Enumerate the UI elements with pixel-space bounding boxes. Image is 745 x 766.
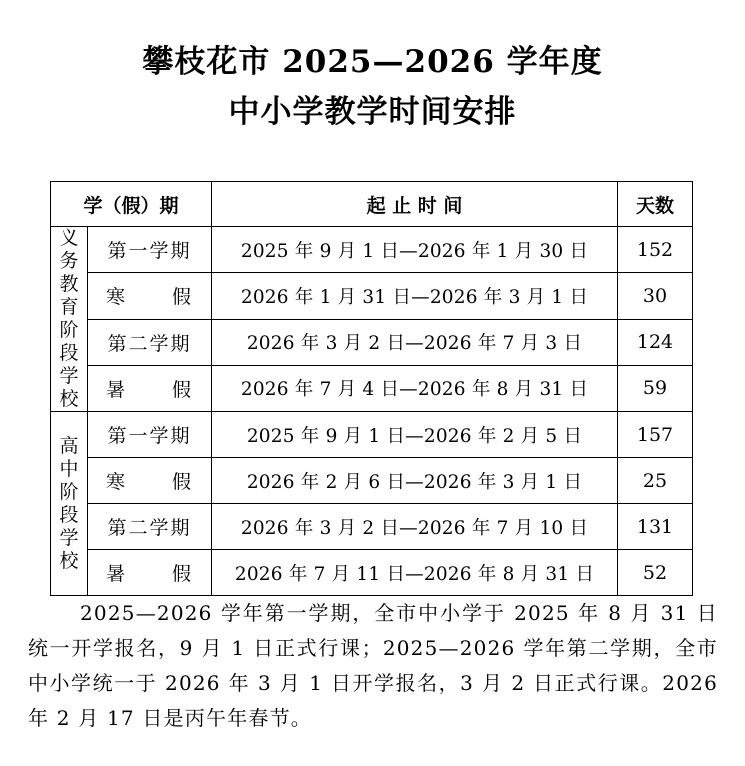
date-range-cell: 2026 年 7 月 4 日—2026 年 8 月 31 日 [212, 365, 618, 411]
days-cell: 52 [618, 550, 693, 596]
days-cell: 152 [618, 227, 693, 273]
table-row [51, 504, 693, 550]
date-range-cell: 2026 年 1 月 31 日—2026 年 3 月 1 日 [212, 273, 618, 319]
document-title-line1: 攀枝花市 2025—2026 学年度 [142, 44, 603, 80]
table-row [51, 458, 693, 504]
term-cell: 寒假 [88, 458, 212, 504]
date-range-cell: 2026 年 7 月 11 日—2026 年 8 月 31 日 [212, 550, 618, 596]
table-row [51, 412, 693, 458]
document-title-line2: 中小学教学时间安排 [228, 94, 517, 130]
stage-high-school: 高 中 阶 段 学 校 [51, 412, 88, 596]
header-days: 天数 [618, 182, 693, 227]
table-row [51, 227, 693, 273]
header-dates: 起 止 时 间 [212, 182, 618, 227]
date-range-cell: 2025 年 9 月 1 日—2026 年 1 月 30 日 [212, 227, 618, 273]
note-paragraph: 2025—2026 学年第一学期，全市中小学于 2025 年 8 月 31 日统一开学报名，9 月 1 日正式行课；2025—2026 学年第二学期，全市中小学统一于 2026 年 3 月 1 日开学报名，3 月 2 日正式行课。2026 年 2 月 17 日是丙午年春节。 [28, 601, 718, 730]
days-cell: 131 [618, 504, 693, 550]
days-cell: 59 [618, 365, 693, 411]
date-range-cell: 2026 年 3 月 2 日—2026 年 7 月 10 日 [212, 504, 618, 550]
schedule-table [50, 181, 693, 596]
date-range-cell: 2026 年 2 月 6 日—2026 年 3 月 1 日 [212, 458, 618, 504]
term-cell: 暑假 [88, 550, 212, 596]
header-term: 学（假）期 [51, 182, 212, 227]
term-cell: 暑假 [88, 365, 212, 411]
days-cell: 157 [618, 412, 693, 458]
term-cell: 寒假 [88, 273, 212, 319]
date-range-cell: 2026 年 3 月 2 日—2026 年 7 月 3 日 [212, 319, 618, 365]
table-row [51, 365, 693, 411]
table-row [51, 550, 693, 596]
table-row [51, 319, 693, 365]
term-cell: 第二学期 [88, 319, 212, 365]
days-cell: 124 [618, 319, 693, 365]
table-row [51, 273, 693, 319]
stage-compulsory: 义 务 教 育 阶 段 学 校 [51, 227, 88, 412]
term-cell: 第一学期 [88, 227, 212, 273]
table-header-row [51, 182, 693, 227]
term-cell: 第二学期 [88, 504, 212, 550]
date-range-cell: 2025 年 9 月 1 日—2026 年 2 月 5 日 [212, 412, 618, 458]
days-cell: 30 [618, 273, 693, 319]
term-cell: 第一学期 [88, 412, 212, 458]
days-cell: 25 [618, 458, 693, 504]
